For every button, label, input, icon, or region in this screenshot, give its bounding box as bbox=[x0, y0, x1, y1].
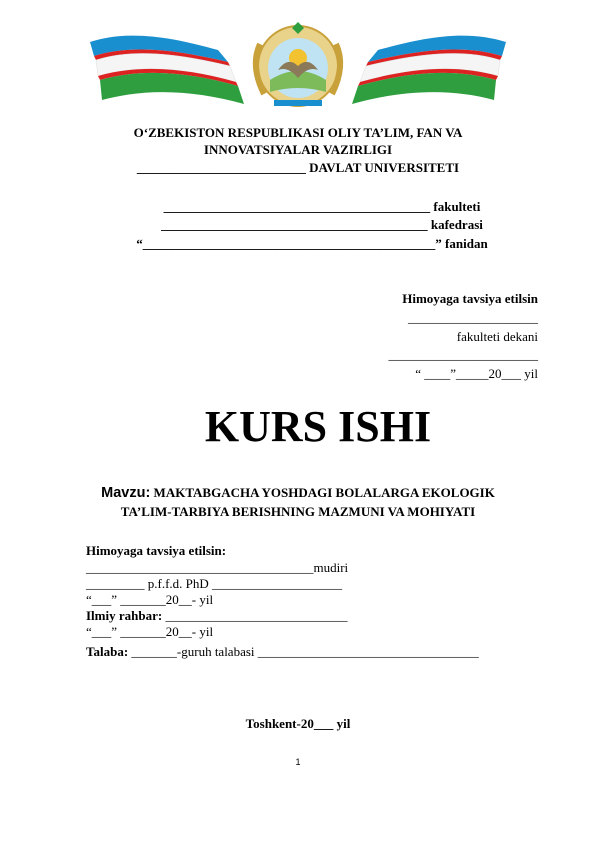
city-year: Toshkent-20___ yil bbox=[245, 716, 351, 731]
department-line: _________________________________________ kafedrasi bbox=[161, 217, 483, 232]
defense-date-1: “___” _______20__- yil bbox=[86, 592, 214, 607]
approval-blank-1: ____________________ bbox=[408, 310, 538, 325]
document-title: KURS ISHI bbox=[204, 402, 432, 451]
ministry-line-1: O‘ZBEKISTON RESPUBLIKASI OLIY TA’LIM, FAN VA bbox=[133, 125, 463, 140]
topic-text-1: MAKTABGACHA YOSHDAGI BOLALARGA EKOLOGIK bbox=[153, 485, 495, 500]
supervisor-blank: ____________________________ bbox=[165, 608, 348, 623]
approval-title: Himoyaga tavsiya etilsin bbox=[402, 291, 538, 306]
topic-line-2: TA’LIM-TARBIYA BERISHNING MAZMUNI VA MOHIYATI bbox=[120, 504, 476, 519]
student-label: Talaba: bbox=[86, 644, 129, 659]
left-flag-ribbon bbox=[90, 36, 244, 104]
defense-title: Himoyaga tavsiya etilsin: bbox=[86, 543, 227, 558]
topic-label: Mavzu: bbox=[101, 485, 151, 501]
approval-blank-2: _______________________ bbox=[388, 347, 538, 362]
faculty-line: _________________________________________ fakulteti bbox=[163, 199, 481, 214]
head-of-department-line: ___________________________________mudiri bbox=[86, 560, 349, 575]
ministry-line-2: INNOVATSIYALAR VAZIRLIGI bbox=[203, 142, 393, 157]
student-text: _______-guruh talabasi __________________________________ bbox=[131, 644, 479, 659]
student-line bbox=[86, 644, 479, 660]
page-number: 1 bbox=[295, 757, 301, 767]
topic-line-1 bbox=[0, 485, 596, 501]
approval-date: “ ____”_____20___ yil bbox=[415, 366, 538, 381]
dean-label: fakulteti dekani bbox=[456, 329, 538, 344]
supervisor-line bbox=[86, 608, 347, 624]
university-line: __________________________ DAVLAT UNIVERSITETI bbox=[136, 160, 460, 175]
state-emblem-banner bbox=[88, 22, 508, 108]
phd-line: _________ p.f.f.d. PhD ____________________ bbox=[86, 576, 343, 591]
supervisor-label: Ilmiy rahbar: bbox=[86, 608, 163, 623]
coat-of-arms-emblem bbox=[256, 22, 340, 106]
right-flag-ribbon bbox=[352, 36, 506, 104]
defense-date-2: “___” _______20__- yil bbox=[86, 624, 214, 639]
subject-line: “_____________________________________________” fanidan bbox=[136, 236, 488, 251]
